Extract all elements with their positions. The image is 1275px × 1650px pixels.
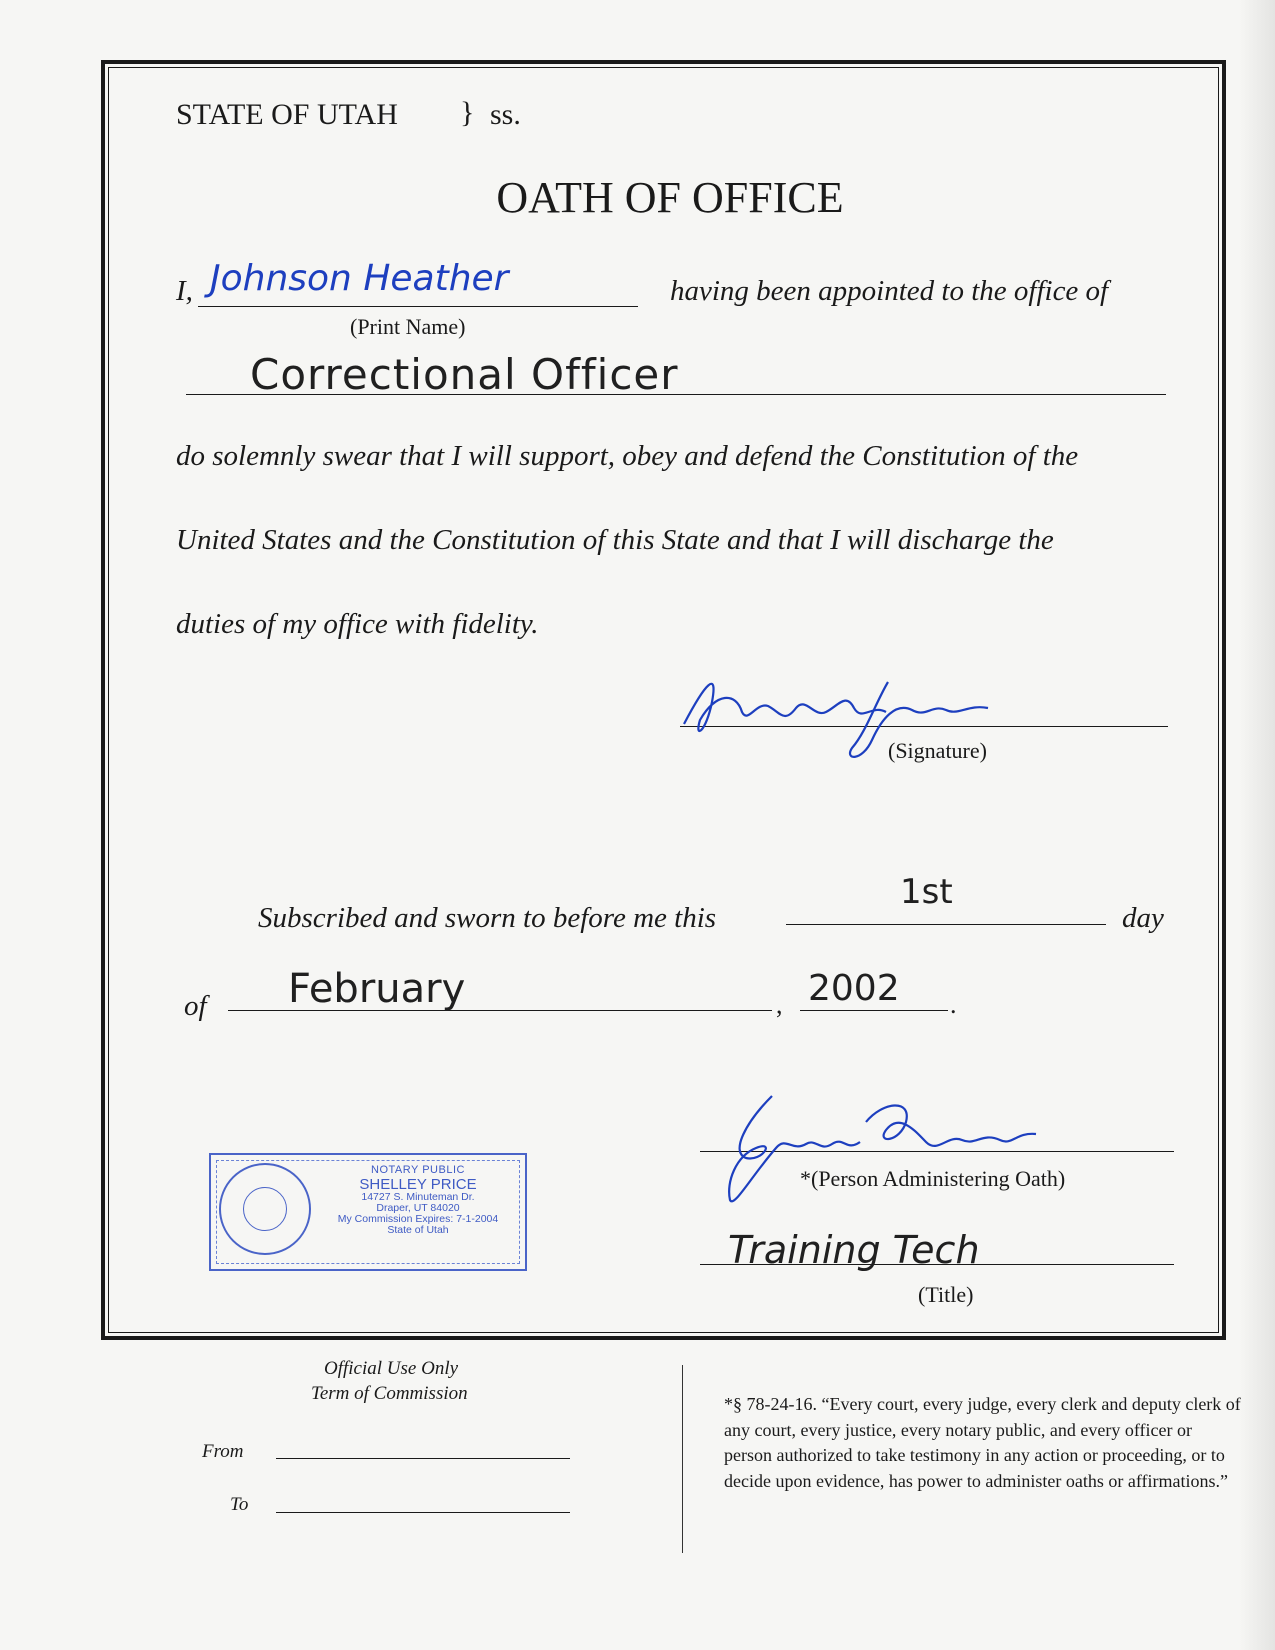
seal-emblem xyxy=(243,1187,287,1231)
office-handwritten: Correctional Officer xyxy=(250,350,679,399)
page-edge-shadow xyxy=(1239,0,1275,1650)
of-label: of xyxy=(184,990,207,1022)
administrator-caption: *(Person Administering Oath) xyxy=(800,1166,1066,1191)
day-label: day xyxy=(1122,902,1164,934)
title-handwritten: Training Tech xyxy=(728,1228,980,1272)
stamp-address: 14727 S. Minuteman Dr. xyxy=(361,1191,475,1204)
name-line xyxy=(198,306,638,307)
print-name-caption: (Print Name) xyxy=(350,314,466,339)
state-seal-icon xyxy=(219,1163,311,1255)
appointed-text: having been appointed to the office of xyxy=(670,275,1109,307)
title-caption: (Title) xyxy=(918,1282,974,1307)
ss-label: ss. xyxy=(490,98,521,131)
to-line xyxy=(276,1512,570,1513)
subscribed-text: Subscribed and sworn to before me this xyxy=(258,902,717,934)
from-line xyxy=(276,1458,570,1459)
stamp-notary-name: SHELLEY PRICE xyxy=(359,1175,477,1193)
from-label: From xyxy=(202,1441,244,1462)
stamp-state: State of Utah xyxy=(387,1224,449,1237)
month-handwritten: February xyxy=(288,966,466,1012)
term-label: Term of Commission xyxy=(311,1383,468,1404)
day-handwritten: 1st xyxy=(900,872,953,912)
official-use-label: Official Use Only xyxy=(324,1358,459,1379)
oath-line-2: United States and the Constitution of this State and that I will discharge the xyxy=(176,524,1054,556)
stamp-city: Draper, UT 84020 xyxy=(376,1202,460,1215)
year-handwritten: 2002 xyxy=(808,968,900,1009)
statute-note: *§ 78-24-16. “Every court, every judge, every clerk and deputy clerk of any court, every justice, every notary public, and every officer or person authorized to take testimony in any action or proceeding, or to decide upon evidence, has power to administer oaths or affirmations.” xyxy=(724,1394,1241,1491)
oath-prefix: I, xyxy=(176,275,193,307)
stamp-expiry: My Commission Expires: 7-1-2004 xyxy=(337,1213,499,1226)
comma-mark: , xyxy=(776,990,783,1019)
stamp-text-block xyxy=(323,1165,513,1236)
to-label: To xyxy=(230,1494,249,1515)
state-label: STATE OF UTAH xyxy=(176,98,398,131)
signature-caption: (Signature) xyxy=(888,738,987,763)
printed-name-handwritten: Johnson Heather xyxy=(210,258,509,299)
year-line xyxy=(800,1010,948,1011)
notary-stamp xyxy=(209,1153,527,1271)
oath-line-3: duties of my office with fidelity. xyxy=(176,608,539,640)
brace-mark: } xyxy=(460,96,475,129)
footer-divider xyxy=(682,1365,683,1553)
oath-line-1: do solemnly swear that I will support, obey and defend the Constitution of the xyxy=(176,440,1079,472)
day-line xyxy=(786,924,1106,925)
period-mark: . xyxy=(950,990,957,1019)
stamp-notary-label: NOTARY PUBLIC xyxy=(371,1164,465,1176)
document-title: OATH OF OFFICE xyxy=(496,173,844,222)
